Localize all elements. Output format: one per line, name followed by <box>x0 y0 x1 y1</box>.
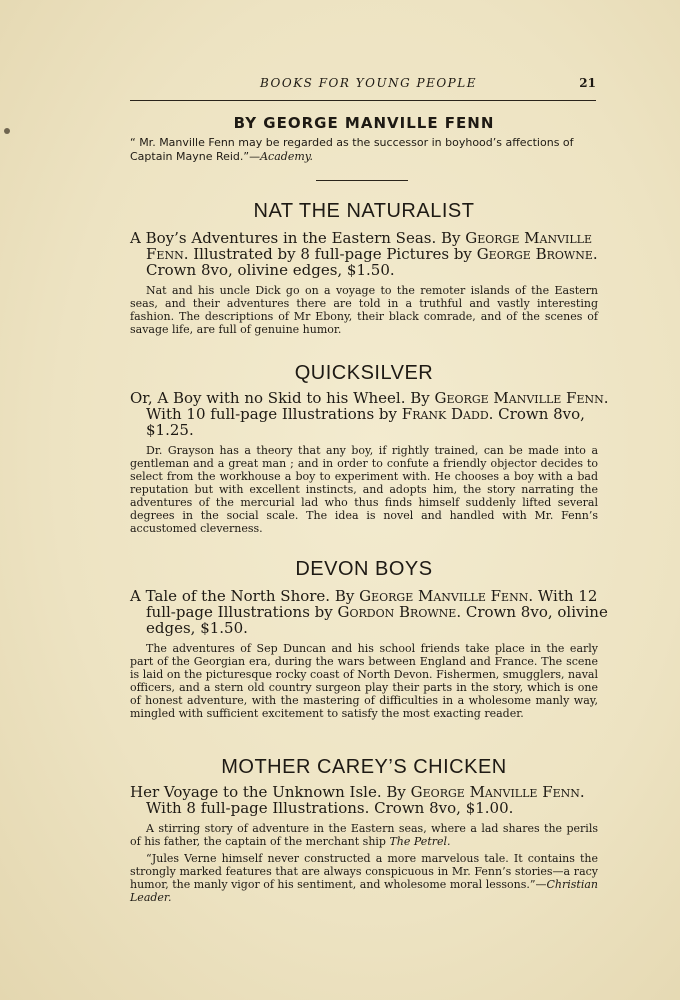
press-quote-text: “Jules Verne himself never constructed a more marvelous tale. It contains the strongly marked features that are always conspicuous in Mr. Fenn’s stories—a racy humor, the manly vigor of his sentiment, and wholesome moral lessons.”— <box>130 852 598 891</box>
desc-mid: . Illustrated by 8 full-page Pictures by <box>183 245 477 263</box>
desc-author: George Manville Fenn <box>434 389 604 407</box>
blurb-text: A stirring story of adventure in the Eastern seas, where a lad shares the perils of his father, the captain of the merchant ship <box>130 822 598 848</box>
desc-end: . Crown 8vo, olivine edges, $1.50. <box>146 245 598 279</box>
desc-end: . Crown 8vo, olivine edges, $1.50. <box>146 603 608 637</box>
blurb-ship-name: The Petrel. <box>389 835 451 848</box>
desc-text: Or, A Boy with no Skid to his Wheel. By <box>130 389 435 407</box>
desc-text: Her Voyage to the Unknown Isle. By <box>130 783 411 801</box>
author-heading: BY GEORGE MANVILLE FENN <box>233 114 495 132</box>
desc-author: George Manville Fenn <box>359 587 529 605</box>
desc-mid: . With 8 full-page Illustrations. Crown 8vo, $1.00. <box>146 783 585 817</box>
book-description <box>130 230 614 278</box>
desc-end: . Crown 8vo, $1.25. <box>146 405 585 439</box>
book-blurb <box>130 822 598 848</box>
book-description <box>130 784 614 816</box>
endorsement-quote: “ Mr. Manville Fenn may be regarded as the successor in boyhood’s affections of Captain Mayne Reid.”— <box>130 136 574 163</box>
desc-illustrator: George Browne <box>476 245 593 263</box>
book-description <box>130 588 614 636</box>
header-rule <box>130 100 596 101</box>
book-title: MOTHER CAREY’S CHICKEN <box>221 756 507 778</box>
desc-illustrator: Frank Dadd <box>401 405 489 423</box>
desc-author: George Manville Fenn <box>410 783 580 801</box>
desc-text: A Tale of the North Shore. By <box>130 587 360 605</box>
book-title: QUICKSILVER <box>294 362 434 384</box>
book-blurb: Dr. Grayson has a theory that any boy, if rightly trained, can be made into a gentleman and a great man ; and in order to confute a friendly objector decides to select from the workhouse a boy to experiment with. He chooses a boy with a bad reputation but with excellent instincts, and adopts him, the story narrating the adventures of the mercurial lad who thus finds himself suddenly lifted several degrees in the social scale. The idea is novel and handled with Mr. Fenn’s accustomed cleverness. <box>130 444 598 535</box>
section-rule <box>316 180 408 181</box>
ink-spot <box>4 128 10 134</box>
desc-text: A Boy’s Adventures in the Eastern Seas. By <box>130 229 466 247</box>
desc-author: George Manville Fenn <box>146 229 593 263</box>
book-title: DEVON BOYS <box>295 558 433 580</box>
page-header <box>130 76 596 94</box>
press-quote-source: Christian Leader. <box>130 878 599 904</box>
author-endorsement <box>130 136 598 164</box>
desc-illustrator: Gordon Browne <box>337 603 457 621</box>
desc-mid: . With 12 full-page Illustrations by <box>146 587 598 621</box>
desc-mid: . With 10 full-page Illustrations by <box>146 389 609 423</box>
book-press-quote <box>130 852 598 904</box>
book-title: NAT THE NATURALIST <box>253 200 475 222</box>
endorsement-source: Academy. <box>260 150 314 163</box>
book-description <box>130 390 614 438</box>
book-blurb: The adventures of Sep Duncan and his school friends take place in the early part of the Georgian era, during the wars between England and France. The scene is laid on the picturesque rocky coast of North Devon. Fishermen, smugglers, naval officers, and a stern old country surgeon play their parts in the story, which is one of honest adventure, with the mastering of difficulties in a wholesome manly way, mingled with sufficient excitement to satisfy the most exacting reader. <box>130 642 598 720</box>
page-number: 21 <box>579 76 596 90</box>
running-title: BOOKS FOR YOUNG PEOPLE <box>260 76 477 90</box>
book-blurb: Nat and his uncle Dick go on a voyage to the remoter islands of the Eastern seas, and their adventures there are told in a truthful and vastly interesting fashion. The descriptions of Mr Ebony, their black comrade, and of the scenes of savage life, are full of genuine humor. <box>130 284 598 336</box>
